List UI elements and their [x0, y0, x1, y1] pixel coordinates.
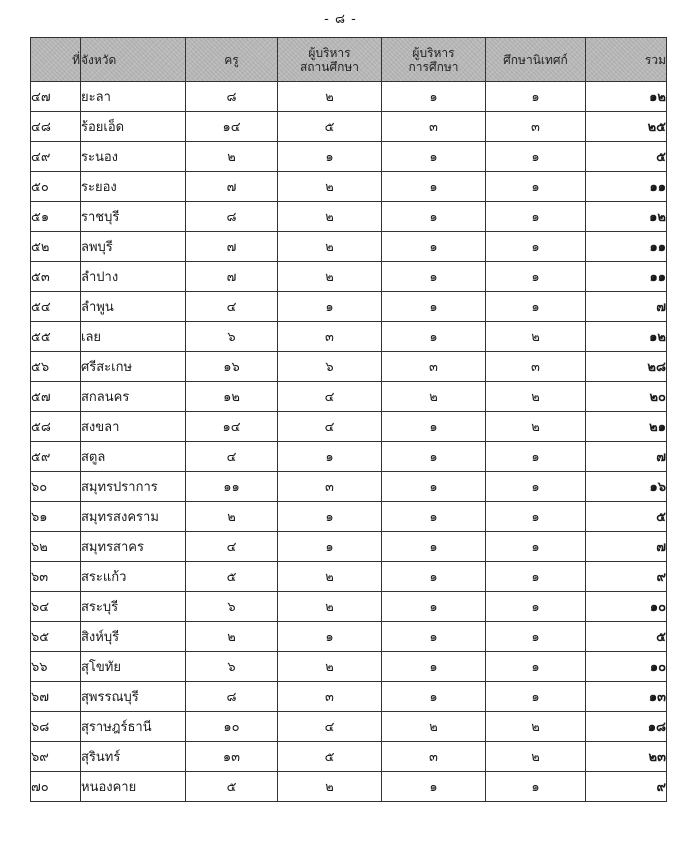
cell-edu-admin: ๑ — [382, 292, 486, 322]
cell-total: ๙ — [586, 772, 667, 802]
cell-teachers: ๔ — [186, 532, 278, 562]
table-row — [31, 322, 667, 352]
cell-edu-admin: ๑ — [382, 592, 486, 622]
cell-total: ๑๒ — [586, 82, 667, 112]
page-number: - ๘ - — [324, 12, 357, 27]
cell-total: ๗ — [586, 532, 667, 562]
table-row — [31, 682, 667, 712]
cell-supervisor: ๒ — [486, 412, 586, 442]
cell-edu-admin: ๑ — [382, 652, 486, 682]
cell-province: สุรินทร์ — [81, 742, 186, 772]
cell-province: ลำพูน — [81, 292, 186, 322]
table-row — [31, 442, 667, 472]
header-edu-admin-line1: ผู้บริหาร — [412, 45, 455, 60]
cell-edu-admin: ๑ — [382, 772, 486, 802]
cell-teachers: ๑๓ — [186, 742, 278, 772]
cell-province: สกลนคร — [81, 382, 186, 412]
cell-no: ๕๑ — [31, 202, 81, 232]
cell-school-admin: ๑ — [278, 622, 382, 652]
cell-total: ๑๖ — [586, 472, 667, 502]
cell-school-admin: ๓ — [278, 682, 382, 712]
table-body — [31, 82, 667, 802]
cell-edu-admin: ๑ — [382, 232, 486, 262]
header-supervisor: ศึกษานิเทศก์ — [486, 38, 586, 82]
cell-no: ๗๐ — [31, 772, 81, 802]
table-row — [31, 772, 667, 802]
cell-total: ๑๐ — [586, 592, 667, 622]
cell-province: สมุทรปราการ — [81, 472, 186, 502]
cell-teachers: ๕ — [186, 562, 278, 592]
header-total: รวม — [586, 38, 667, 82]
cell-province: ศรีสะเกษ — [81, 352, 186, 382]
cell-school-admin: ๓ — [278, 322, 382, 352]
cell-no: ๔๙ — [31, 142, 81, 172]
cell-edu-admin: ๓ — [382, 352, 486, 382]
cell-no: ๕๔ — [31, 292, 81, 322]
cell-teachers: ๒ — [186, 502, 278, 532]
table-row — [31, 202, 667, 232]
cell-supervisor: ๑ — [486, 202, 586, 232]
cell-province: หนองคาย — [81, 772, 186, 802]
cell-school-admin: ๔ — [278, 382, 382, 412]
cell-teachers: ๘ — [186, 82, 278, 112]
cell-no: ๖๙ — [31, 742, 81, 772]
cell-edu-admin: ๑ — [382, 682, 486, 712]
cell-total: ๑๐ — [586, 652, 667, 682]
cell-total: ๒๑ — [586, 412, 667, 442]
cell-no: ๖๖ — [31, 652, 81, 682]
cell-supervisor: ๒ — [486, 712, 586, 742]
cell-teachers: ๑๔ — [186, 112, 278, 142]
cell-teachers: ๑๑ — [186, 472, 278, 502]
cell-total: ๒๕ — [586, 112, 667, 142]
cell-edu-admin: ๑ — [382, 202, 486, 232]
table-row — [31, 622, 667, 652]
cell-supervisor: ๑ — [486, 472, 586, 502]
cell-teachers: ๑๐ — [186, 712, 278, 742]
cell-province: ร้อยเอ็ด — [81, 112, 186, 142]
cell-no: ๖๐ — [31, 472, 81, 502]
cell-province: สตูล — [81, 442, 186, 472]
cell-province: ลพบุรี — [81, 232, 186, 262]
cell-edu-admin: ๑ — [382, 562, 486, 592]
cell-province: สุราษฎร์ธานี — [81, 712, 186, 742]
table-row — [31, 172, 667, 202]
header-row — [31, 38, 667, 82]
cell-supervisor: ๑ — [486, 442, 586, 472]
cell-school-admin: ๒ — [278, 232, 382, 262]
cell-school-admin: ๒ — [278, 652, 382, 682]
cell-no: ๖๔ — [31, 592, 81, 622]
cell-supervisor: ๑ — [486, 172, 586, 202]
header-edu-admin — [382, 38, 486, 82]
cell-total: ๗ — [586, 292, 667, 322]
cell-total: ๒๘ — [586, 352, 667, 382]
cell-supervisor: ๑ — [486, 82, 586, 112]
cell-teachers: ๕ — [186, 772, 278, 802]
table-row — [31, 562, 667, 592]
cell-province: ราชบุรี — [81, 202, 186, 232]
table-row — [31, 382, 667, 412]
cell-edu-admin: ๑ — [382, 442, 486, 472]
cell-province: สุพรรณบุรี — [81, 682, 186, 712]
cell-province: สิงห์บุรี — [81, 622, 186, 652]
cell-supervisor: ๑ — [486, 502, 586, 532]
header-school-admin-line2: สถานศึกษา — [299, 59, 360, 74]
cell-supervisor: ๑ — [486, 592, 586, 622]
cell-supervisor: ๑ — [486, 652, 586, 682]
header-school-admin — [278, 38, 382, 82]
cell-teachers: ๖ — [186, 592, 278, 622]
cell-total: ๕ — [586, 142, 667, 172]
cell-no: ๖๓ — [31, 562, 81, 592]
cell-province: ระยอง — [81, 172, 186, 202]
cell-province: สระบุรี — [81, 592, 186, 622]
table-row — [31, 82, 667, 112]
cell-school-admin: ๒ — [278, 562, 382, 592]
cell-supervisor: ๓ — [486, 112, 586, 142]
cell-edu-admin: ๑ — [382, 262, 486, 292]
cell-province: เลย — [81, 322, 186, 352]
table-row — [31, 472, 667, 502]
cell-province: สมุทรสาคร — [81, 532, 186, 562]
cell-supervisor: ๑ — [486, 682, 586, 712]
cell-no: ๕๘ — [31, 412, 81, 442]
cell-supervisor: ๑ — [486, 532, 586, 562]
cell-teachers: ๑๒ — [186, 382, 278, 412]
cell-no: ๕๕ — [31, 322, 81, 352]
table-row — [31, 592, 667, 622]
cell-no: ๖๗ — [31, 682, 81, 712]
cell-edu-admin: ๑ — [382, 472, 486, 502]
table-row — [31, 652, 667, 682]
cell-teachers: ๖ — [186, 322, 278, 352]
cell-province: ระนอง — [81, 142, 186, 172]
cell-teachers: ๗ — [186, 262, 278, 292]
cell-supervisor: ๑ — [486, 142, 586, 172]
cell-teachers: ๒ — [186, 142, 278, 172]
cell-teachers: ๗ — [186, 172, 278, 202]
cell-total: ๑๒ — [586, 322, 667, 352]
cell-total: ๑๑ — [586, 232, 667, 262]
cell-no: ๕๒ — [31, 232, 81, 262]
header-province: จังหวัด — [81, 38, 186, 82]
cell-school-admin: ๒ — [278, 202, 382, 232]
cell-edu-admin: ๒ — [382, 382, 486, 412]
cell-teachers: ๑๔ — [186, 412, 278, 442]
cell-teachers: ๔ — [186, 442, 278, 472]
header-teachers: ครู — [186, 38, 278, 82]
cell-school-admin: ๑ — [278, 292, 382, 322]
cell-total: ๑๑ — [586, 262, 667, 292]
cell-total: ๕ — [586, 622, 667, 652]
cell-edu-admin: ๑ — [382, 502, 486, 532]
cell-edu-admin: ๑ — [382, 622, 486, 652]
cell-no: ๕๓ — [31, 262, 81, 292]
cell-edu-admin: ๓ — [382, 112, 486, 142]
cell-edu-admin: ๑ — [382, 322, 486, 352]
cell-total: ๑๘ — [586, 712, 667, 742]
cell-edu-admin: ๓ — [382, 742, 486, 772]
cell-edu-admin: ๒ — [382, 712, 486, 742]
table-row — [31, 712, 667, 742]
cell-no: ๕๖ — [31, 352, 81, 382]
cell-province: สุโขทัย — [81, 652, 186, 682]
table-row — [31, 502, 667, 532]
cell-total: ๒๓ — [586, 742, 667, 772]
cell-teachers: ๘ — [186, 682, 278, 712]
table-row — [31, 262, 667, 292]
cell-province: ลำปาง — [81, 262, 186, 292]
cell-total: ๙ — [586, 562, 667, 592]
cell-no: ๕๙ — [31, 442, 81, 472]
cell-no: ๔๘ — [31, 112, 81, 142]
cell-no: ๖๒ — [31, 532, 81, 562]
cell-total: ๒๐ — [586, 382, 667, 412]
cell-total: ๗ — [586, 442, 667, 472]
cell-supervisor: ๓ — [486, 352, 586, 382]
cell-school-admin: ๖ — [278, 352, 382, 382]
cell-no: ๕๐ — [31, 172, 81, 202]
cell-teachers: ๘ — [186, 202, 278, 232]
table-row — [31, 532, 667, 562]
cell-no: ๔๗ — [31, 82, 81, 112]
cell-supervisor: ๒ — [486, 322, 586, 352]
cell-no: ๖๑ — [31, 502, 81, 532]
cell-teachers: ๒ — [186, 622, 278, 652]
cell-teachers: ๑๖ — [186, 352, 278, 382]
cell-no: ๕๗ — [31, 382, 81, 412]
table-row — [31, 412, 667, 442]
cell-school-admin: ๓ — [278, 472, 382, 502]
cell-supervisor: ๑ — [486, 772, 586, 802]
cell-province: สระแก้ว — [81, 562, 186, 592]
cell-school-admin: ๑ — [278, 142, 382, 172]
cell-total: ๑๑ — [586, 172, 667, 202]
cell-edu-admin: ๑ — [382, 82, 486, 112]
cell-school-admin: ๕ — [278, 112, 382, 142]
cell-total: ๑๒ — [586, 202, 667, 232]
cell-school-admin: ๑ — [278, 532, 382, 562]
header-edu-admin-line2: การศึกษา — [408, 59, 459, 74]
table-row — [31, 352, 667, 382]
table-row — [31, 112, 667, 142]
cell-supervisor: ๑ — [486, 622, 586, 652]
cell-school-admin: ๒ — [278, 82, 382, 112]
cell-school-admin: ๑ — [278, 442, 382, 472]
cell-school-admin: ๔ — [278, 412, 382, 442]
header-school-admin-line1: ผู้บริหาร — [308, 45, 351, 60]
cell-supervisor: ๒ — [486, 742, 586, 772]
cell-school-admin: ๒ — [278, 262, 382, 292]
table-row — [31, 292, 667, 322]
province-personnel-table — [30, 37, 667, 802]
cell-edu-admin: ๑ — [382, 172, 486, 202]
cell-province: ยะลา — [81, 82, 186, 112]
cell-teachers: ๔ — [186, 292, 278, 322]
table-row — [31, 742, 667, 772]
cell-school-admin: ๕ — [278, 742, 382, 772]
cell-edu-admin: ๑ — [382, 142, 486, 172]
cell-no: ๖๘ — [31, 712, 81, 742]
cell-school-admin: ๔ — [278, 712, 382, 742]
table-row — [31, 232, 667, 262]
cell-teachers: ๗ — [186, 232, 278, 262]
cell-supervisor: ๑ — [486, 262, 586, 292]
header-no: ที่ — [31, 38, 81, 82]
cell-supervisor: ๑ — [486, 232, 586, 262]
cell-total: ๕ — [586, 502, 667, 532]
cell-school-admin: ๒ — [278, 772, 382, 802]
cell-province: สมุทรสงคราม — [81, 502, 186, 532]
cell-supervisor: ๑ — [486, 292, 586, 322]
cell-total: ๑๓ — [586, 682, 667, 712]
cell-no: ๖๕ — [31, 622, 81, 652]
cell-supervisor: ๒ — [486, 382, 586, 412]
cell-school-admin: ๒ — [278, 172, 382, 202]
cell-school-admin: ๒ — [278, 592, 382, 622]
cell-school-admin: ๑ — [278, 502, 382, 532]
cell-edu-admin: ๑ — [382, 412, 486, 442]
cell-teachers: ๖ — [186, 652, 278, 682]
table-row — [31, 142, 667, 172]
cell-province: สงขลา — [81, 412, 186, 442]
cell-edu-admin: ๑ — [382, 532, 486, 562]
cell-supervisor: ๑ — [486, 562, 586, 592]
